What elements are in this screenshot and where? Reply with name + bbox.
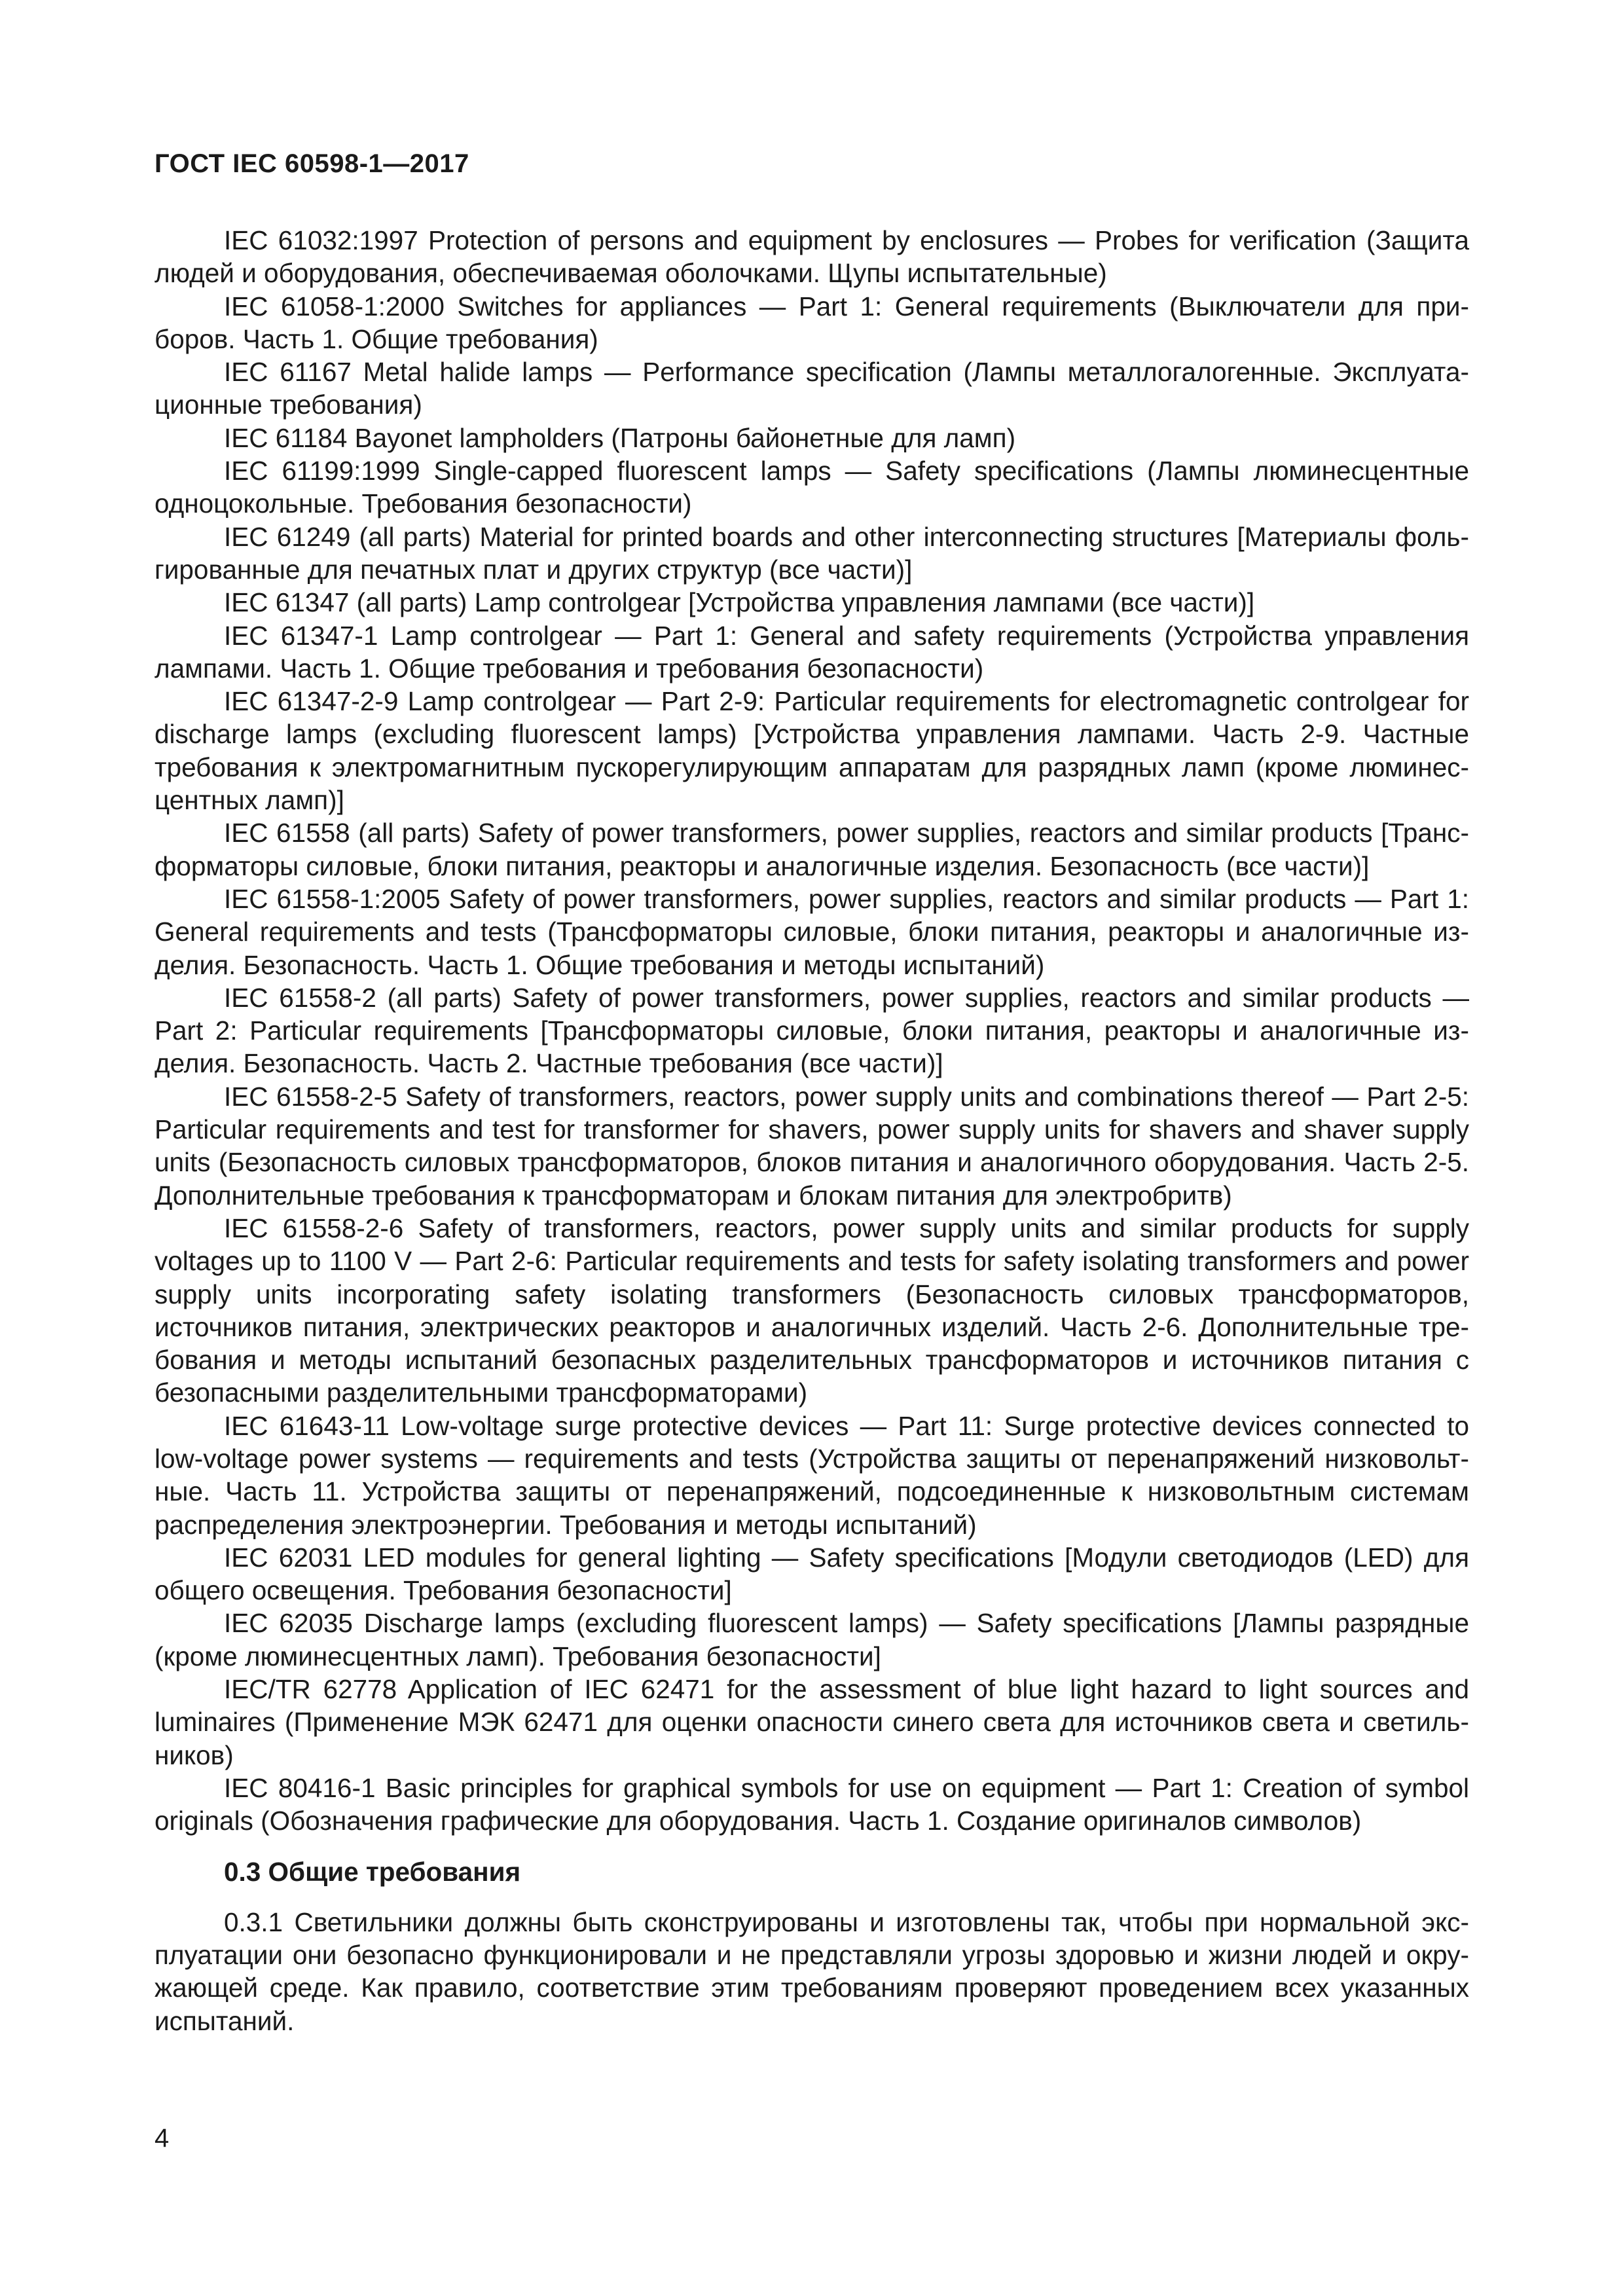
reference-item: IEC/TR 62778 Application of IEC 62471 for the assessment of blue light hazard to light sources and luminaires (Применение МЭК 62471 для оценки опасности синего света для источников света и светильников) [155, 1674, 1469, 1770]
reference-item: IEC 61058-1:2000 Switches for appliances — Part 1: General requirements (Выключатели для приборов. Часть 1. Общие требования) [155, 291, 1469, 354]
reference-item: IEC 61558-1:2005 Safety of power transformers, power supplies, reactors and similar products — Part 1: General requirements and tests (Трансформаторы силовые, блоки питания, реакторы и аналогичные изделия. Безопасность. Часть 1. Общие требования и методы испытаний) [155, 883, 1469, 980]
reference-item: IEC 61558-2-5 Safety of transformers, reactors, power supply units and combinations thereof — Part 2-5: Particular requirements and test for transformer for shavers, power supply units for shavers and shaver supply units (Безопасность силовых трансформаторов, блоков питания и аналогичного оборудования. Часть 2-5. Дополнительные требования к трансформаторам и блокам питания для электробритв) [155, 1081, 1469, 1211]
reference-item: IEC 61249 (all parts) Material for printed boards and other interconnecting structures [Материалы фольгированные для печатных плат и других структур (все части)] [155, 521, 1469, 585]
reference-item: IEC 61199:1999 Single-capped fluorescent lamps — Safety specifications (Лампы люминесцентные одноцокольные. Требования безопасности) [155, 456, 1469, 519]
document-body [155, 224, 1469, 2037]
reference-item: IEC 62035 Discharge lamps (excluding fluorescent lamps) — Safety specifications [Лампы разрядные (кроме люминесцентных ламп). Требования безопасности] [155, 1608, 1469, 1671]
standard-header: ГОСТ IEC 60598-1—2017 [155, 149, 469, 178]
reference-item: IEC 61347 (all parts) Lamp controlgear [Устройства управления лампами (все части)] [224, 587, 1255, 618]
reference-list [155, 224, 1469, 1838]
reference-item: IEC 61558 (all parts) Safety of power transformers, power supplies, reactors and similar products [Трансформаторы силовые, блоки питания, реакторы и аналогичные изделия. Безопасность (все части)] [155, 818, 1469, 881]
reference-item: IEC 61184 Bayonet lampholders (Патроны байонетные для ламп) [224, 422, 1016, 453]
reference-item: IEC 61558-2 (all parts) Safety of power transformers, power supplies, reactors and similar products — Part 2: Particular requirements [Трансформаторы силовые, блоки питания, реакторы и аналогичные изделия. Безопасность. Часть 2. Частные требования (все части)] [155, 982, 1469, 1079]
reference-item: IEC 62031 LED modules for general lighting — Safety specifications [Модули светодиодов (LED) для общего освещения. Требования безопасности] [155, 1542, 1469, 1606]
reference-item: IEC 61347-2-9 Lamp controlgear — Part 2-9: Particular requirements for electromagnetic controlgear for discharge lamps (excluding fluorescent lamps) [Устройства управления лампами. Часть 2-9. Частные требования к электромагнитным пускорегулирующим аппаратам для разрядных ламп (кроме люминесцентных ламп)] [155, 686, 1469, 816]
reference-item: IEC 61643-11 Low-voltage surge protective devices — Part 11: Surge protective devices connected to low-voltage power systems — requirements and tests (Устройства защиты от перенапряжений низковольтные. Часть 11. Устройства защиты от перенапряжений, подсоединенные к низковольтным системам распределения электроэнергии. Требования и методы испытаний) [155, 1410, 1469, 1540]
section-title: 0.3 Общие требования [224, 1856, 521, 1887]
reference-item: IEC 61167 Metal halide lamps — Performance specification (Лампы металлогалогенные. Эксплуатационные требования) [155, 357, 1469, 420]
reference-item: IEC 61032:1997 Protection of persons and equipment by enclosures — Probes for verification (Защита людей и оборудования, обеспечиваемая оболочками. Щупы испытательные) [155, 225, 1469, 289]
reference-item: IEC 61347-1 Lamp controlgear — Part 1: General and safety requirements (Устройства управления лампами. Часть 1. Общие требования и требования безопасности) [155, 620, 1469, 683]
reference-item: IEC 61558-2-6 Safety of transformers, reactors, power supply units and similar products for supply voltages up to 1100 V — Part 2-6: Particular requirements and tests for safety isolating transformers and power supply units incorporating safety isolating transformers (Безопасность силовых трансформаторов, источников питания, электрических реакторов и аналогичных изделий. Часть 2-6. Дополнительные требования и методы испытаний безопасных разделительных трансформаторов и источников питания с безопасными разделительными трансформаторами) [155, 1212, 1469, 1408]
reference-item: IEC 80416-1 Basic principles for graphical symbols for use on equipment — Part 1: Creation of symbol originals (Обозначения графические для оборудования. Часть 1. Создание оригиналов символов) [155, 1772, 1469, 1836]
page-number: 4 [155, 2124, 170, 2153]
section-paragraph: 0.3.1 Светильники должны быть сконструированы и изготовлены так, чтобы при нормальной эксплуатации они безопасно функционировали и не представляли угрозы здоровью и жизни людей и окружающей среде. Как правило, соответствие этим требованиям проверяют проведением всех указанных испытаний. [155, 1906, 1469, 2036]
